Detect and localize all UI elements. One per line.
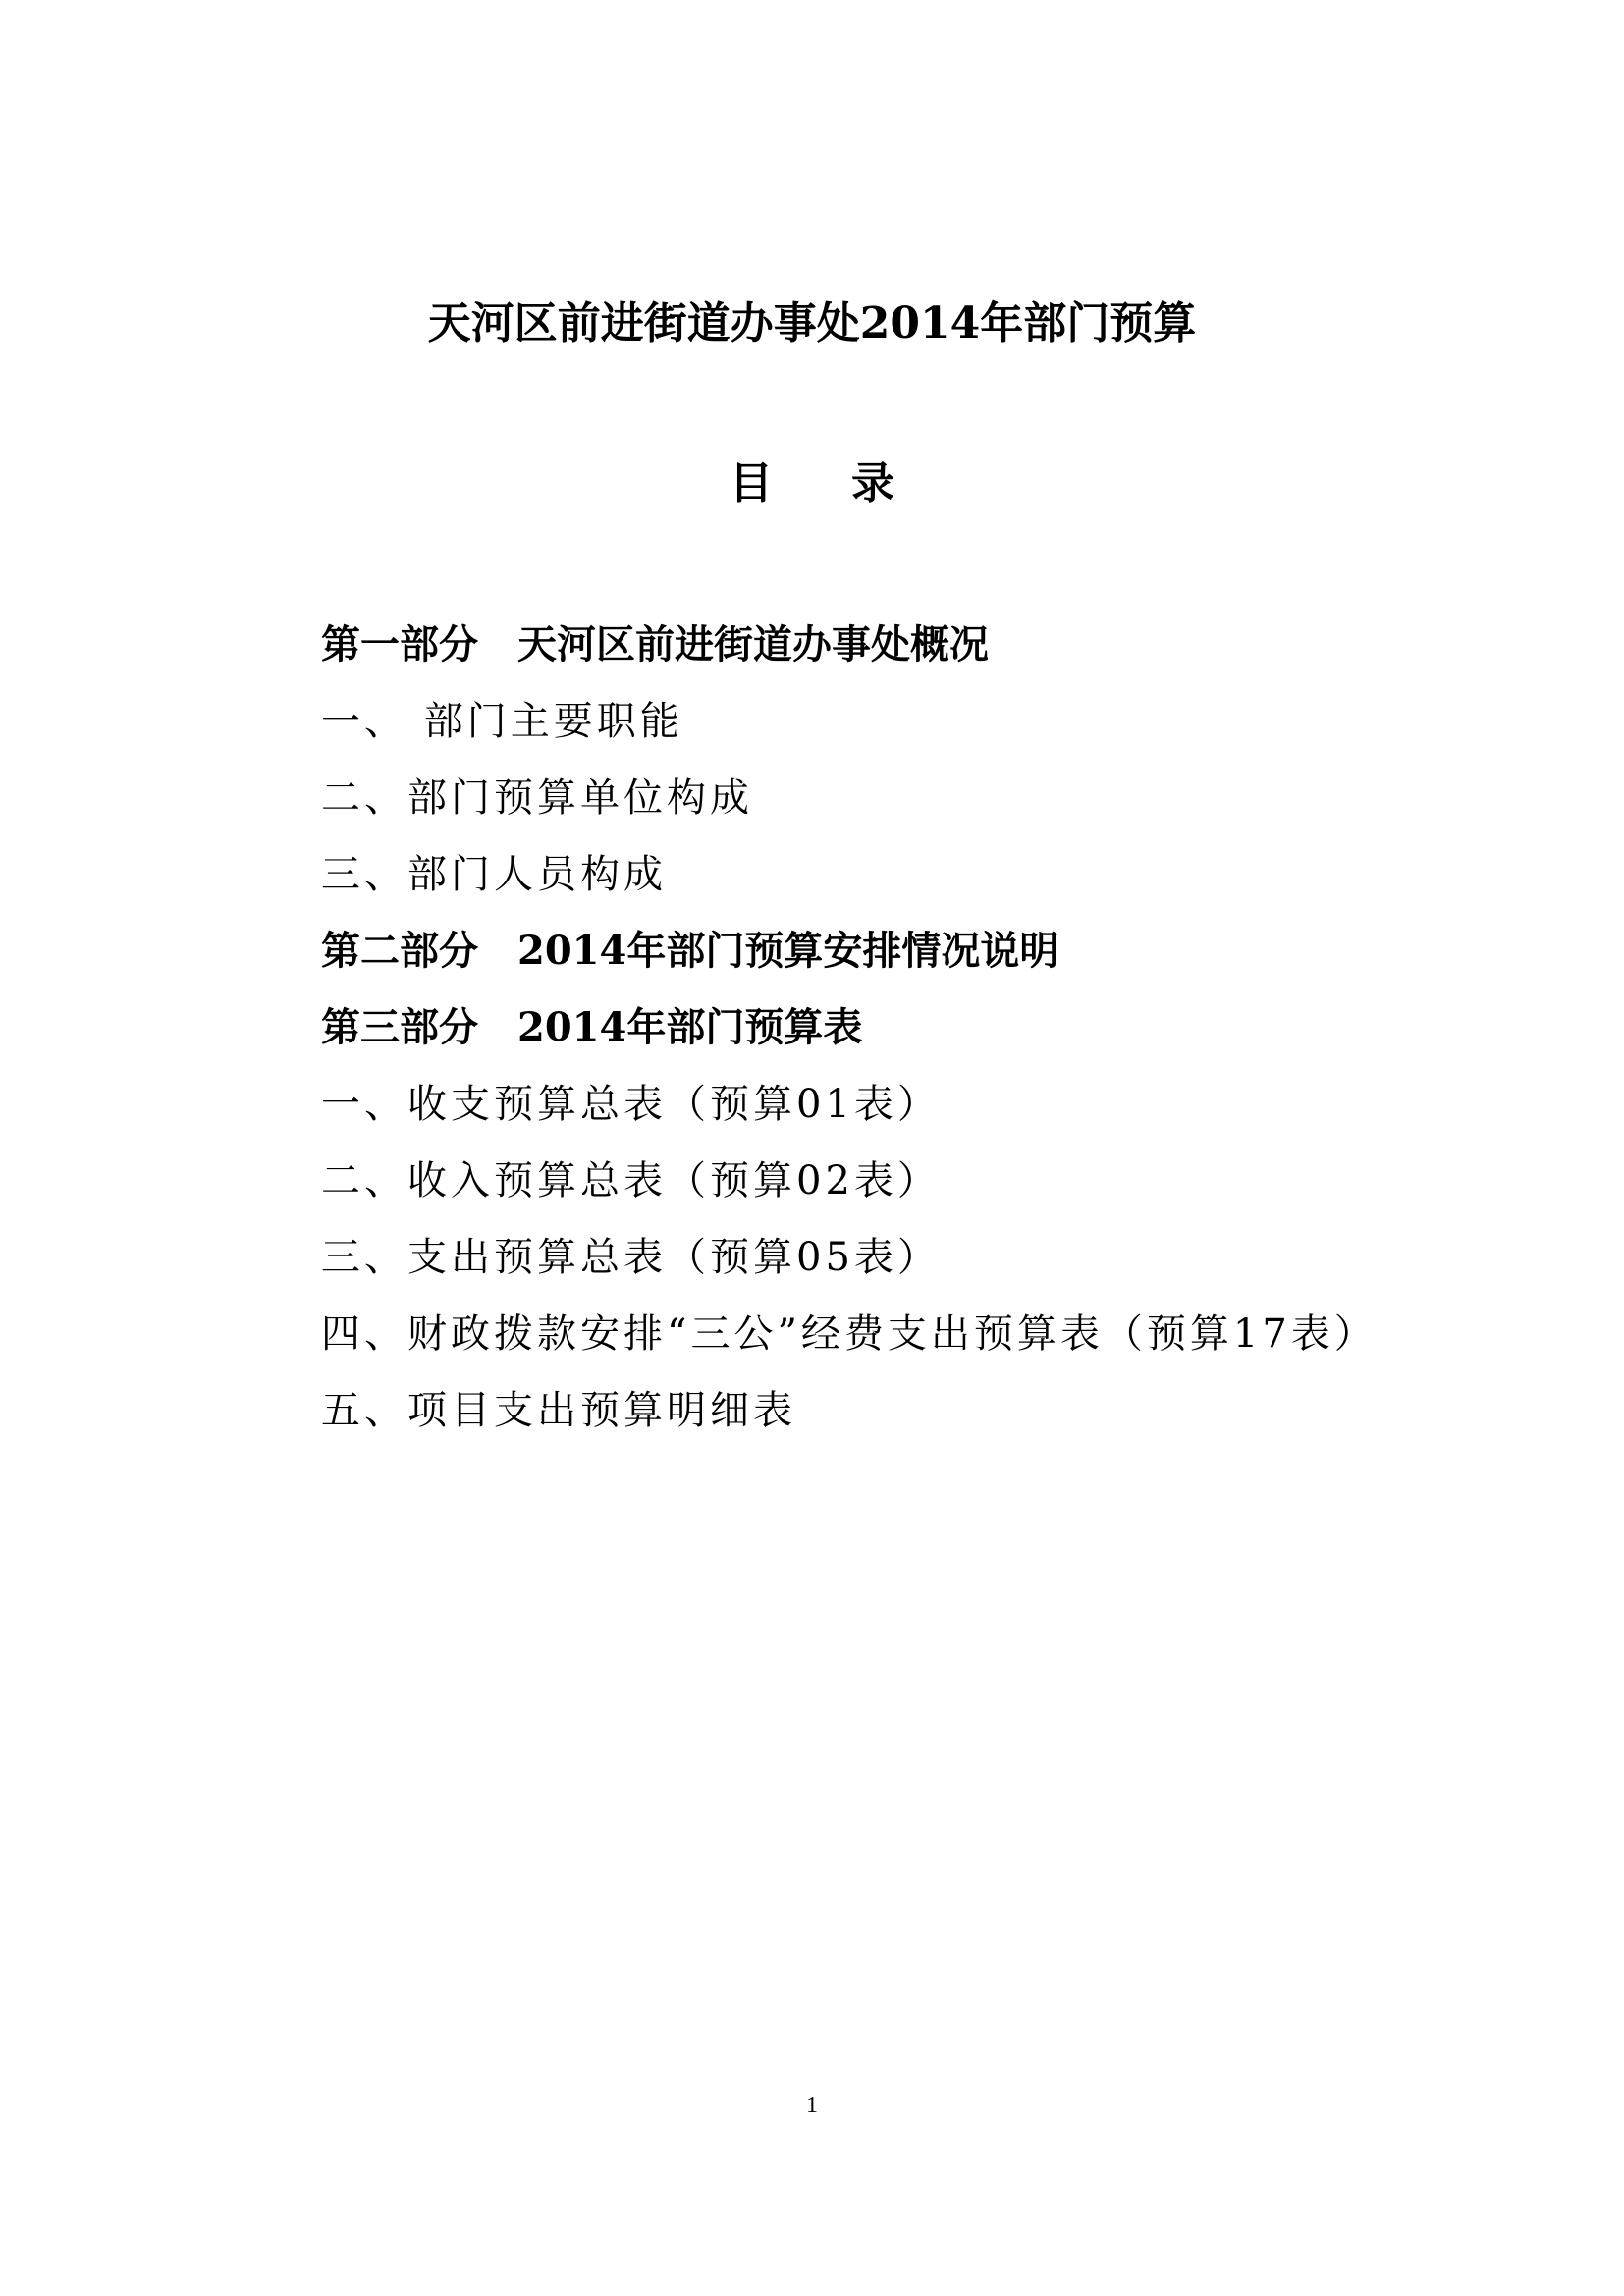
toc-entry-table-02[interactable]: 二、收入预算总表（预算02表） — [321, 1158, 941, 1203]
table-of-contents — [321, 607, 1548, 1449]
toc-entry-staff-composition[interactable]: 三、部门人员构成 — [321, 852, 667, 897]
toc-entry-department-functions[interactable]: 一、 部门主要职能 — [321, 699, 683, 744]
toc-entry-table-05[interactable]: 三、支出预算总表（预算05表） — [321, 1235, 941, 1280]
toc-entry-budget-units[interactable]: 二、部门预算单位构成 — [321, 775, 753, 821]
toc-heading: 目录 — [730, 458, 973, 508]
toc-entry-table-17[interactable]: 四、财政拨款安排“三公”经费支出预算表（预算17表） — [321, 1311, 1378, 1357]
toc-part-3[interactable]: 第三部分 2014年部门预算表 — [321, 1004, 863, 1050]
toc-entry-project-details[interactable]: 五、项目支出预算明细表 — [321, 1388, 796, 1433]
toc-entry-table-01[interactable]: 一、收支预算总表（预算01表） — [321, 1082, 941, 1127]
toc-part-1[interactable]: 第一部分 天河区前进街道办事处概况 — [321, 621, 989, 667]
document-title: 天河区前进街道办事处2014年部门预算 — [427, 298, 1197, 348]
toc-part-2[interactable]: 第二部分 2014年部门预算安排情况说明 — [321, 928, 1059, 974]
page-number: 1 — [806, 2093, 818, 2118]
